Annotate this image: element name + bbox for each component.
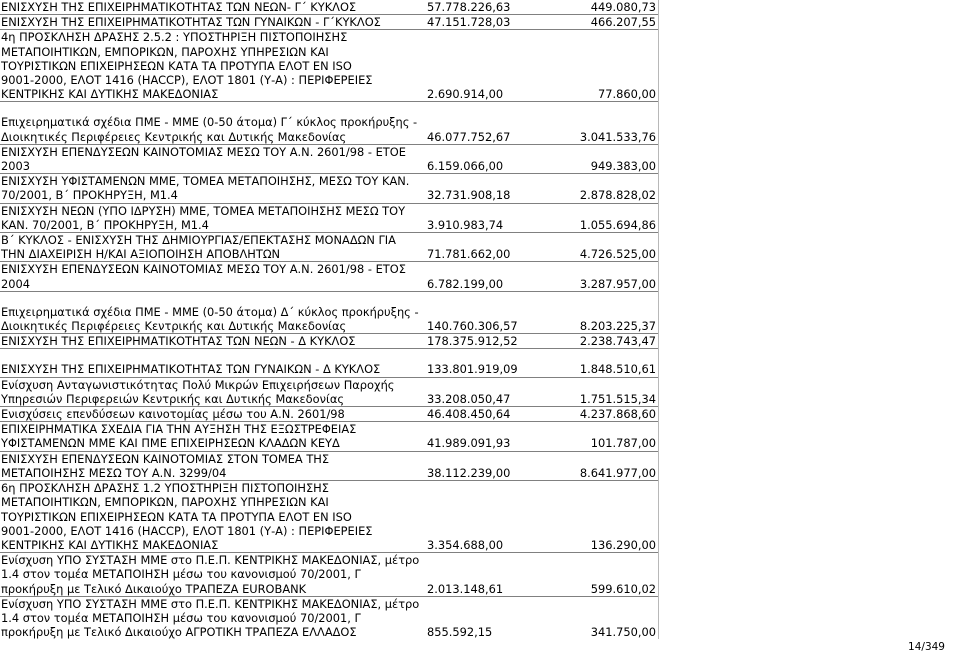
table-row [0,174,658,203]
table-row [0,292,658,334]
program-description [0,304,419,334]
description-line: προκήρυξη με Τελικό Δικαιούχο ΤΡΑΠΕΖΑ EUROBANK [1,581,307,596]
page-number: 14/349 [908,641,945,653]
program-description [0,378,405,406]
program-description [0,174,410,203]
program-description [0,422,405,450]
program-description [0,553,420,596]
amount-b-cell [535,262,658,290]
program-description [0,145,405,173]
amount-a-cell [405,597,535,640]
amount-b: 4.726.525,00 [579,247,656,262]
amount-b: 101.787,00 [590,436,656,451]
description-line: 70/2001, Β΄ ΠΡΟΚΗΡΥΞΗ, Μ1.4 [1,188,178,203]
description-line: ΜΕΤΑΠΟΙΗΤΙΚΩΝ, ΕΜΠΟΡΙΚΩΝ, ΠΑΡΟΧΗΣ ΥΠΗΡΕΣΙΩΝ ΚΑΙ [1,44,329,59]
program-description [0,334,405,348]
table-row [0,15,658,30]
program-description [0,30,405,101]
table-row [0,422,658,451]
amount-b: 2.878.828,02 [579,188,656,203]
description-line: ΕΝΙΣΧΥΣΗ ΤΗΣ ΕΠΙΧΕΙΡΗΜΑΤΙΚΟΤΗΤΑΣ ΤΩΝ ΝΕΩΝ - Δ ΚΥΚΛΟΣ [1,334,356,349]
table-row [0,262,658,291]
description-line: ΚΕΝΤΡΙΚΗΣ ΚΑΙ ΔΥΤΙΚΗΣ ΜΑΚΕΔΟΝΙΑΣ [1,87,219,102]
description-line: 2004 [1,276,30,291]
description-line: 1.4 στον τομέα ΜΕΤΑΠΟΙΗΣΗ μέσω του κανονισμού 70/2001, Γ [1,610,361,625]
program-description [0,481,405,552]
description-line: 2003 [1,159,30,174]
description-line: ΜΕΤΑΠΟΙΗΣΗΣ ΜΕΣΩ ΤΟΥ Α.Ν. 3299/04 [1,465,227,480]
amount-b-cell [535,378,658,406]
amount-a: 3.354.688,00 [427,537,504,552]
amount-a-cell [405,362,535,376]
amount-b: 449.080,73 [590,0,656,14]
amount-b: 1.751.515,34 [579,391,656,406]
amount-a: 38.112.239,00 [427,465,511,480]
description-line: ΕΝΙΣΧΥΣΗ ΕΠΕΝΔΥΣΕΩΝ ΚΑΙΝΟΤΟΜΙΑΣ ΜΕΣΩ ΤΟΥ Α.Ν. 2601/98 - ΕΤΟΣ [1,262,406,277]
amount-b: 3.041.533,76 [579,129,656,144]
amount-a-cell [405,30,535,101]
amount-b: 4.237.868,60 [579,407,656,422]
table-row [0,145,658,174]
amount-a-cell [405,145,535,173]
amount-a: 140.760.306,57 [427,319,518,334]
amount-b-cell [535,597,658,640]
amount-b-cell [535,0,658,14]
description-line: ΕΝΙΣΧΥΣΗ ΤΗΣ ΕΠΙΧΕΙΡΗΜΑΤΙΚΟΤΗΤΑΣ ΤΩΝ ΓΥΝΑΙΚΩΝ - Δ ΚΥΚΛΟΣ [1,362,381,377]
amount-b: 8.203.225,37 [579,319,656,334]
description-line: ΕΝΙΣΧΥΣΗ ΤΗΣ ΕΠΙΧΕΙΡΗΜΑΤΙΚΟΤΗΤΑΣ ΤΩΝ ΓΥΝΑΙΚΩΝ - Γ΄ΚΥΚΛΟΣ [1,15,381,30]
description-line: ΕΝΙΣΧΥΣΗ ΕΠΕΝΔΥΣΕΩΝ ΚΑΙΝΟΤΟΜΙΑΣ ΜΕΣΩ ΤΟΥ Α.Ν. 2601/98 - ΕΤΟΕ [1,144,406,159]
description-line: Ενίσχυση ΥΠΟ ΣΥΣΤΑΣΗ ΜΜΕ στο Π.Ε.Π. ΚΕΝΤΡΙΚΗΣ ΜΑΚΕΔΟΝΙΑΣ, μέτρο [1,596,420,611]
amount-b: 77.860,00 [598,87,656,102]
description-line: 4η ΠΡΟΣΚΛΗΣΗ ΔΡΑΣΗΣ 2.5.2 : ΥΠΟΣΤΗΡΙΞΗ ΠΙΣΤΟΠΟΙΗΣΗΣ [1,30,348,45]
amount-a: 46.077.752,67 [427,129,511,144]
description-line: Επιχειρηματικά σχέδια ΠΜΕ - ΜΜΕ (0-50 άτομα) Δ΄ κύκλος προκήρυξης - [1,304,419,319]
description-line: Ενίσχυση Ανταγωνιστικότητας Πολύ Μικρών Επιχειρήσεων Παροχής [1,377,395,392]
amount-b-cell [535,422,658,450]
table-row [0,553,658,597]
description-line: ΕΝΙΣΧΥΣΗ ΕΠΕΝΔΥΣΕΩΝ ΚΑΙΝΟΤΟΜΙΑΣ ΣΤΟΝ ΤΟΜΕΑ ΤΗΣ [1,451,330,466]
description-line: Διοικητικές Περιφέρειες Κεντρικής και Δυτικής Μακεδονίας [1,319,347,334]
description-line: ΜΕΤΑΠΟΙΗΤΙΚΩΝ, ΕΜΠΟΡΙΚΩΝ, ΠΑΡΟΧΗΣ ΥΠΗΡΕΣΙΩΝ ΚΑΙ [1,495,329,510]
amount-a: 32.731.908,18 [427,188,511,203]
description-line: Υπηρεσιών Περιφερειών Κεντρικής και Δυτικής Μακεδονίας [1,391,345,406]
amount-a: 133.801.919,09 [427,362,518,377]
amount-a-cell [405,233,535,261]
amount-a-cell [405,174,535,202]
amount-a-cell [405,378,535,406]
table-row [0,452,658,481]
amount-a-cell [405,305,535,333]
program-description [0,233,405,261]
description-line: ΕΝΙΣΧΥΣΗ ΥΦΙΣΤΑΜΕΝΩΝ ΜΜΕ, ΤΟΜΕΑ ΜΕΤΑΠΟΙΗΣΗΣ, ΜΕΣΩ ΤΟΥ ΚΑΝ. [1,174,410,189]
amount-b: 8.641.977,00 [579,465,656,480]
amount-a: 6.159.066,00 [427,159,504,174]
amount-a-cell [405,481,535,552]
amount-a-cell [405,15,535,29]
amount-b-cell [535,362,658,376]
amount-b-cell [535,145,658,173]
amount-a: 3.910.983,74 [427,217,504,232]
description-line: 9001-2000, ΕΛΟΤ 1416 (HACCP), ΕΛΟΤ 1801 (Υ-Α) : ΠΕΡΙΦΕΡΕΙΕΣ [1,523,373,538]
amount-b-cell [535,481,658,552]
program-description [0,204,405,232]
program-description [0,452,405,480]
program-description [0,15,405,29]
description-line: προκήρυξη με Τελικό Δικαιούχο ΑΓΡΟΤΙΚΗ ΤΡΑΠΕΖΑ ΕΛΛΑΔΟΣ [1,625,357,640]
amount-b-cell [535,553,658,596]
description-line: ΥΦΙΣΤΑΜΕΝΩΝ ΜΜΕ ΚΑΙ ΠΜΕ ΕΠΙΧΕΙΡΗΣΕΩΝ ΚΛΑΔΩΝ ΚΕΥΔ [1,436,340,451]
description-line: ΚΕΝΤΡΙΚΗΣ ΚΑΙ ΔΥΤΙΚΗΣ ΜΑΚΕΔΟΝΙΑΣ [1,537,219,552]
amount-a-cell [405,262,535,290]
amount-a-cell [405,115,535,143]
amount-b-cell [535,30,658,101]
amount-a-cell [405,553,535,596]
description-line: 1.4 στον τομέα ΜΕΤΑΠΟΙΗΣΗ μέσω του κανονισμού 70/2001, Γ [1,567,361,582]
description-line: Ενίσχυση ΥΠΟ ΣΥΣΤΑΣΗ ΜΜΕ στο Π.Ε.Π. ΚΕΝΤΡΙΚΗΣ ΜΑΚΕΔΟΝΙΑΣ, μέτρο [1,553,420,568]
amount-a: 178.375.912,52 [427,334,518,349]
amount-b: 599.610,02 [590,581,656,596]
amount-a: 33.208.050,47 [427,391,511,406]
amount-a: 6.782.199,00 [427,276,504,291]
table-row [0,349,658,377]
amount-a-cell [405,334,535,348]
amount-b: 1.848.510,61 [579,362,656,377]
table-row [0,0,658,15]
amount-b-cell [535,115,658,143]
table-row [0,334,658,349]
amount-b: 949.383,00 [590,159,656,174]
amount-a: 2.690.914,00 [427,87,504,102]
table-row [0,597,658,640]
amount-a: 46.408.450,64 [427,407,511,422]
description-line: ΕΝΙΣΧΥΣΗ ΤΗΣ ΕΠΙΧΕΙΡΗΜΑΤΙΚΟΤΗΤΑΣ ΤΩΝ ΝΕΩΝ- Γ΄ ΚΥΚΛΟΣ [1,0,357,14]
amount-b-cell [535,407,658,421]
description-line: ΤΟΥΡΙΣΤΙΚΩΝ ΕΠΙΧΕΙΡΗΣΕΩΝ ΚΑΤΑ ΤΑ ΠΡΟΤΥΠΑ ΕΛΟΤ ΕΝ ISO [1,58,352,73]
program-description [0,596,420,640]
description-line: ΕΝΙΣΧΥΣΗ ΝΕΩΝ (ΥΠΟ ΙΔΡΥΣΗ) ΜΜΕ, ΤΟΜΕΑ ΜΕΤΑΠΟΙΗΣΗΣ ΜΕΣΩ ΤΟΥ [1,203,406,218]
amount-b: 3.287.957,00 [579,276,656,291]
program-description [0,407,405,421]
amount-a-cell [405,452,535,480]
description-line: 9001-2000, ΕΛΟΤ 1416 (HACCP), ΕΛΟΤ 1801 (Υ-Α) : ΠΕΡΙΦΕΡΕΙΕΣ [1,73,373,88]
amount-b-cell [535,204,658,232]
table-row [0,233,658,262]
amount-b-cell [535,334,658,348]
amount-b-cell [535,452,658,480]
description-line: ΤΟΥΡΙΣΤΙΚΩΝ ΕΠΙΧΕΙΡΗΣΕΩΝ ΚΑΤΑ ΤΑ ΠΡΟΤΥΠΑ ΕΛΟΤ ΕΝ ISO [1,509,352,524]
amount-a: 47.151.728,03 [427,15,511,30]
amount-a-cell [405,407,535,421]
table-row [0,102,658,144]
program-description [0,115,418,144]
amount-b-cell [535,15,658,29]
amount-b-cell [535,233,658,261]
amount-a: 41.989.091,93 [427,436,511,451]
amount-b: 1.055.694,86 [579,217,656,232]
amount-b-cell [535,305,658,333]
amount-a-cell [405,0,535,14]
amount-a-cell [405,204,535,232]
description-line: ΕΠΙΧΕΙΡΗΜΑΤΙΚΑ ΣΧΕΔΙΑ ΓΙΑ ΤΗΝ ΑΥΞΗΣΗ ΤΗΣ ΕΞΩΣΤΡΕΦΕΙΑΣ [1,422,357,437]
table-row [0,30,658,102]
description-line: Επιχειρηματικά σχέδια ΠΜΕ - ΜΜΕ (0-50 άτομα) Γ΄ κύκλος προκήρυξης - [1,115,418,130]
description-line: Β΄ ΚΥΚΛΟΣ - ΕΝΙΣΧΥΣΗ ΤΗΣ ΔΗΜΙΟΥΡΓΙΑΣ/ΕΠΕΚΤΑΣΗΣ ΜΟΝΑΔΩΝ ΓΙΑ [1,233,396,248]
table-row [0,481,658,553]
amount-b-cell [535,174,658,202]
amount-a: 57.778.226,63 [427,0,511,14]
description-line: ΤΗΝ ΔΙΑΧΕΙΡΙΣΗ Η/ΚΑΙ ΑΞΙΟΠΟΙΗΣΗ ΑΠΟΒΛΗΤΩΝ [1,247,281,262]
description-line: Ενισχύσεις επενδύσεων καινοτομίας μέσω του Α.Ν. 2601/98 [1,407,345,422]
amount-b: 466.207,55 [590,15,656,30]
amount-b: 2.238.743,47 [579,334,656,349]
amount-a: 2.013.148,61 [427,581,504,596]
amount-a: 71.781.662,00 [427,247,511,262]
amount-a-cell [405,422,535,450]
description-line: 6η ΠΡΟΣΚΛΗΣΗ ΔΡΑΣΗΣ 1.2 ΥΠΟΣΤΗΡΙΞΗ ΠΙΣΤΟΠΟΙΗΣΗΣ [1,481,329,496]
amount-b: 341.750,00 [590,625,656,640]
table-row [0,378,658,407]
program-description [0,262,405,290]
table-row [0,407,658,422]
amount-a: 855.592,15 [427,625,493,640]
program-description [0,0,405,14]
description-line: Διοικητικές Περιφέρειες Κεντρικής και Δυτικής Μακεδονίας [1,129,347,144]
program-description [0,362,405,376]
description-line: ΚΑΝ. 70/2001, Β΄ ΠΡΟΚΗΡΥΞΗ, Μ1.4 [1,217,209,232]
amount-b: 136.290,00 [590,537,656,552]
table-row [0,204,658,233]
